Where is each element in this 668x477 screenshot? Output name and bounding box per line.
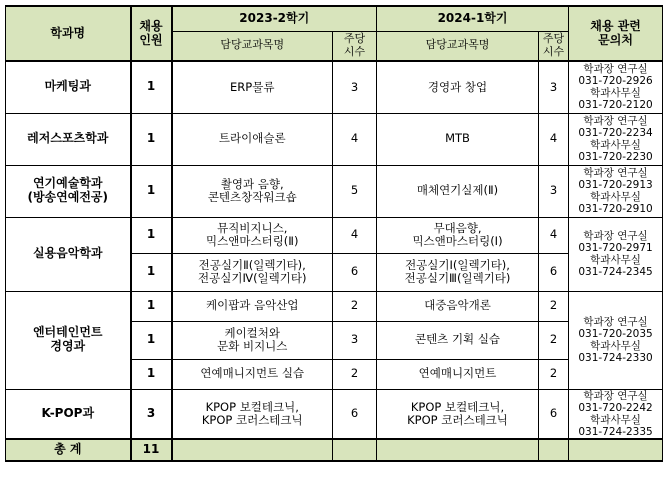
dept-name: 마케팅과: [6, 61, 131, 113]
hours-2024: 2: [539, 291, 569, 321]
course-2023: 트라이애슬론: [172, 113, 333, 165]
contact-info: 학과장 연구실 031-720-2913 학과사무실 031-720-2910: [569, 165, 663, 217]
table-row: [6, 389, 663, 439]
hours-2024: 6: [539, 389, 569, 439]
course-2024: 전공실기Ⅰ(일렉기타), 전공실기Ⅲ(일렉기타): [377, 253, 539, 291]
course-2023: 뮤직비지니스, 믹스앤마스터링(Ⅱ): [172, 217, 333, 253]
table-row: [6, 165, 663, 217]
hire-count: 1: [131, 217, 172, 253]
course-2024: 대중음악개론: [377, 291, 539, 321]
hire-count: 1: [131, 291, 172, 321]
dept-name: 엔터테인먼트 경영과: [6, 291, 131, 389]
hours-2024: 2: [539, 321, 569, 359]
hours-2024: 4: [539, 217, 569, 253]
course-2024: MTB: [377, 113, 539, 165]
course-2023: 케이팝과 음악산업: [172, 291, 333, 321]
total-empty-cell: [172, 439, 333, 461]
course-2024: 무대음향, 믹스앤마스터링(Ⅰ): [377, 217, 539, 253]
hours-2023: 6: [333, 389, 377, 439]
hire-count: 1: [131, 165, 172, 217]
hours-2023: 6: [333, 253, 377, 291]
total-empty-cell: [539, 439, 569, 461]
hours-2023: 3: [333, 61, 377, 113]
total-row: [6, 439, 663, 461]
dept-header: 학과명: [6, 6, 131, 61]
hours-2023: 2: [333, 359, 377, 389]
hours-2023: 4: [333, 113, 377, 165]
hours-2023: 3: [333, 321, 377, 359]
table-row: [6, 217, 663, 253]
hours-2024: 3: [539, 165, 569, 217]
course-2023: 케이컬처와 문화 비지니스: [172, 321, 333, 359]
count-header: 채용 인원: [131, 6, 172, 61]
term-2023-2-header: 2023-2학기: [172, 6, 377, 31]
hire-count: 1: [131, 113, 172, 165]
course-2024: 경영과 창업: [377, 61, 539, 113]
dept-name: 실용음악학과: [6, 217, 131, 291]
hours-2024: 6: [539, 253, 569, 291]
contact-info: 학과장 연구실 031-720-2971 학과사무실 031-724-2345: [569, 217, 663, 291]
total-empty-cell: [569, 439, 663, 461]
course-2024: 콘텐츠 기획 실습: [377, 321, 539, 359]
hire-count: 1: [131, 61, 172, 113]
contact-info: 학과장 연구실 031-720-2035 학과사무실 031-724-2330: [569, 291, 663, 389]
table-row: [6, 61, 663, 113]
hours-2023: 5: [333, 165, 377, 217]
hire-count: 1: [131, 321, 172, 359]
course-2023: KPOP 보컬테크닉, KPOP 코러스테크닉: [172, 389, 333, 439]
hours-2023: 4: [333, 217, 377, 253]
dept-name: 연기예술학과 (방송연예전공): [6, 165, 131, 217]
dept-name: 레저스포츠학과: [6, 113, 131, 165]
hours-2024: 2: [539, 359, 569, 389]
total-label: 총 계: [6, 439, 131, 461]
table-row: [6, 113, 663, 165]
recruitment-table: [5, 5, 663, 462]
hours-subheader-2024: 주당 시수: [539, 31, 569, 61]
course-2024: 연예매니지먼트: [377, 359, 539, 389]
course-subheader-2024: 담당교과목명: [377, 31, 539, 61]
contact-info: 학과장 연구실 031-720-2926 학과사무실 031-720-2120: [569, 61, 663, 113]
course-2023: 전공실기Ⅱ(일렉기타), 전공실기Ⅳ(일렉기타): [172, 253, 333, 291]
course-2023: 촬영과 음향, 콘텐츠창작워크숍: [172, 165, 333, 217]
course-2023: 연예매니지먼트 실습: [172, 359, 333, 389]
hours-2024: 3: [539, 61, 569, 113]
hours-subheader-2023: 주당 시수: [333, 31, 377, 61]
course-2024: KPOP 보컬테크닉, KPOP 코러스테크닉: [377, 389, 539, 439]
total-empty-cell: [333, 439, 377, 461]
total-count: 11: [131, 439, 172, 461]
hours-2024: 4: [539, 113, 569, 165]
hire-count: 1: [131, 253, 172, 291]
course-2023: ERP물류: [172, 61, 333, 113]
total-empty-cell: [377, 439, 539, 461]
dept-name: K-POP과: [6, 389, 131, 439]
term-2024-1-header: 2024-1학기: [377, 6, 569, 31]
hours-2023: 2: [333, 291, 377, 321]
contact-info: 학과장 연구실 031-720-2242 학과사무실 031-724-2335: [569, 389, 663, 439]
course-subheader-2023: 담당교과목명: [172, 31, 333, 61]
course-2024: 매체연기실제(Ⅱ): [377, 165, 539, 217]
hire-count: 1: [131, 359, 172, 389]
contact-info: 학과장 연구실 031-720-2234 학과사무실 031-720-2230: [569, 113, 663, 165]
table-row: [6, 291, 663, 321]
contact-header: 채용 관련 문의처: [569, 6, 663, 61]
hire-count: 3: [131, 389, 172, 439]
